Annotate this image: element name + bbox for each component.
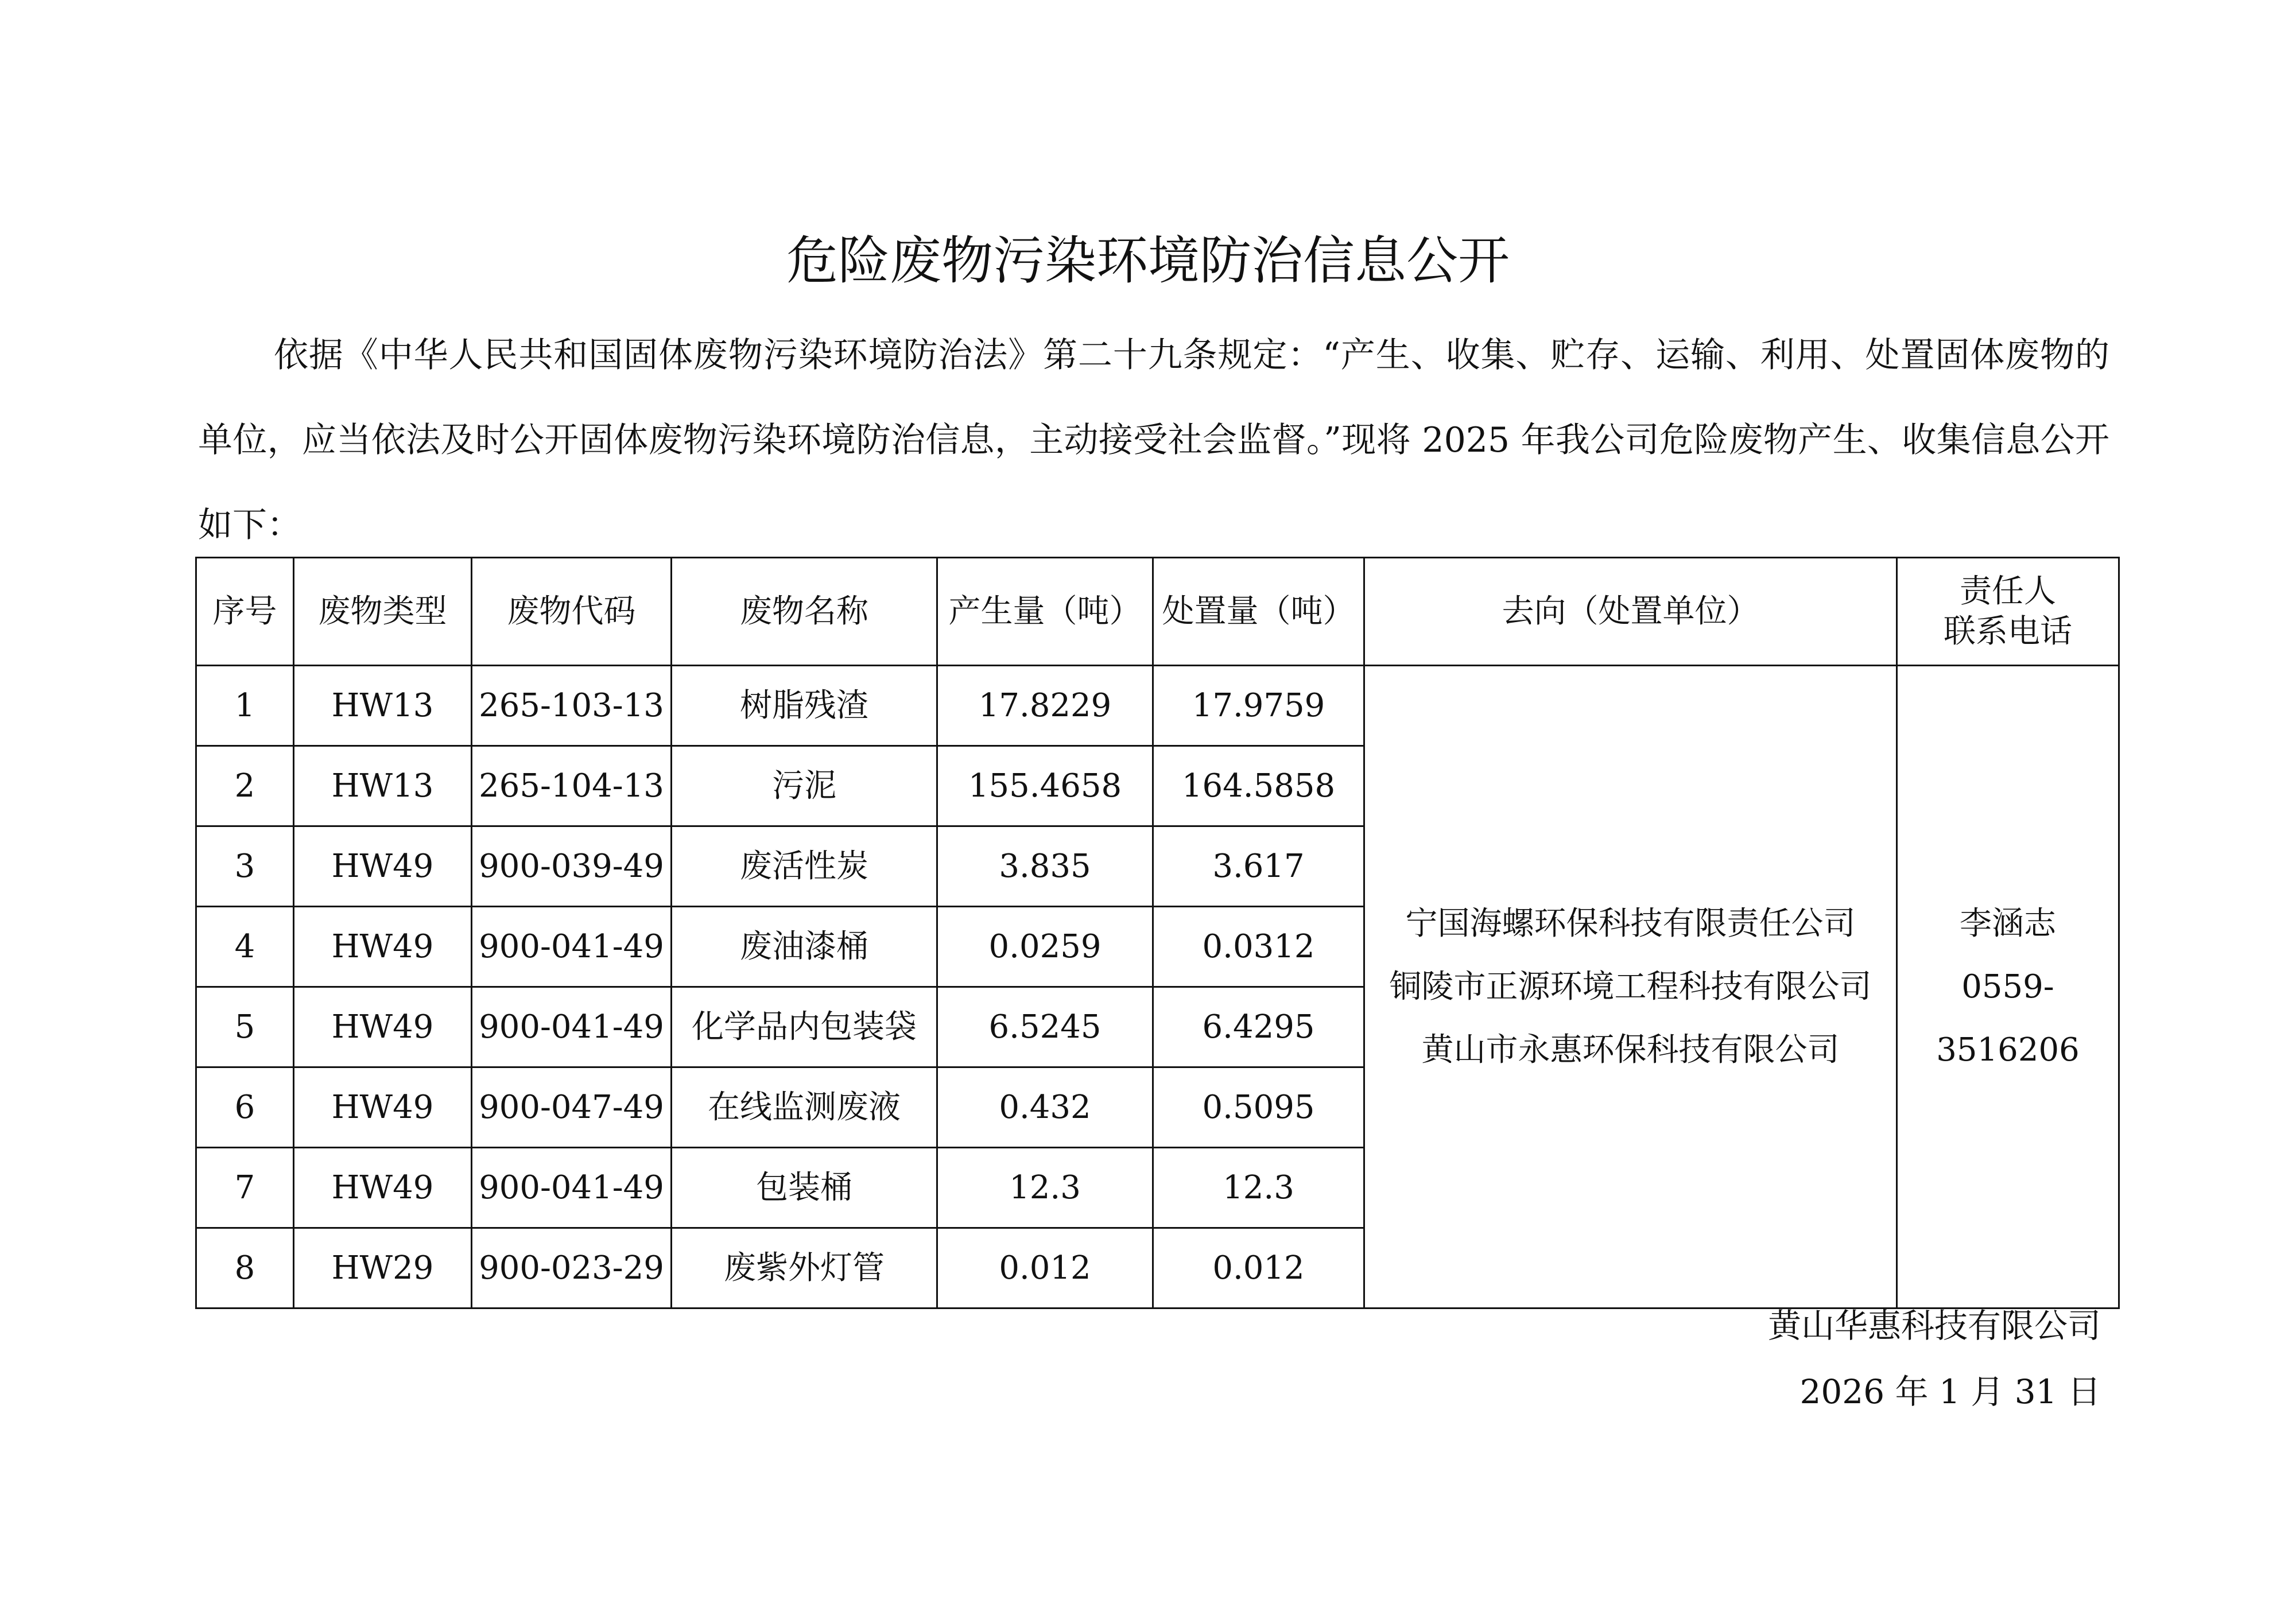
cell-produced: 17.8229 [937,666,1153,746]
cell-produced: 155.4658 [937,746,1153,826]
footer-date: 2026 年 1 月 31 日 [1799,1372,2101,1411]
hazardous-waste-table [195,557,2120,1309]
cell-name: 包装桶 [672,1148,937,1228]
cell-type: HW13 [294,666,472,746]
intro-paragraph: 依据《中华人民共和国固体废物污染环境防治法》第二十九条规定：“产生、收集、贮存、运输、利用、处置固体废物的单位，应当依法及时公开固体废物污染环境防治信息，主动接受社会监督。”现将 2025 年我公司危险废物产生、收集信息公开如下： [198,335,2109,545]
cell-disposed: 0.0312 [1153,907,1364,987]
cell-disposed: 0.012 [1153,1228,1364,1309]
cell-name: 化学品内包装袋 [672,987,937,1067]
cell-disposed: 164.5858 [1153,746,1364,826]
header-destination: 去向（处置单位） [1364,558,1897,666]
header-contact-phone: 联系电话 [1944,612,2072,650]
cell-code: 265-103-13 [472,666,672,746]
cell-seq: 7 [196,1148,294,1228]
header-disposed: 处置量（吨） [1153,558,1364,666]
cell-code: 900-023-29 [472,1228,672,1309]
header-waste-code: 废物代码 [472,558,672,666]
cell-type: HW49 [294,987,472,1067]
footer-company: 黄山华惠科技有限公司 [1767,1306,2101,1345]
cell-produced: 6.5245 [937,987,1153,1067]
cell-seq: 6 [196,1067,294,1148]
header-waste-type: 废物类型 [294,558,472,666]
cell-name: 废活性炭 [672,826,937,907]
cell-disposed: 6.4295 [1153,987,1364,1067]
destination-company-2: 铜陵市正源环境工程科技有限公司 [1389,968,1872,1005]
cell-type: HW49 [294,826,472,907]
document-title: 危险废物污染环境防治信息公开 [786,231,1510,291]
header-contact [1897,558,2119,666]
cell-code: 900-041-49 [472,907,672,987]
cell-seq: 3 [196,826,294,907]
cell-name: 污泥 [672,746,937,826]
cell-seq: 2 [196,746,294,826]
cell-name: 废油漆桶 [672,907,937,987]
cell-produced: 0.0259 [937,907,1153,987]
cell-disposed: 0.5095 [1153,1067,1364,1148]
cell-produced: 0.432 [937,1067,1153,1148]
contact-person: 李涵志 [1960,904,2056,942]
cell-code: 900-039-49 [472,826,672,907]
cell-name: 废紫外灯管 [672,1228,937,1309]
cell-seq: 1 [196,666,294,746]
cell-code: 900-041-49 [472,1148,672,1228]
cell-seq: 4 [196,907,294,987]
header-waste-name: 废物名称 [672,558,937,666]
cell-disposed: 17.9759 [1153,666,1364,746]
cell-type: HW49 [294,1067,472,1148]
cell-seq: 8 [196,1228,294,1309]
cell-type: HW49 [294,1148,472,1228]
cell-code: 900-047-49 [472,1067,672,1148]
cell-code: 900-041-49 [472,987,672,1067]
contact-phone: 0559-3516206 [1936,968,2080,1069]
cell-seq: 5 [196,987,294,1067]
cell-produced: 12.3 [937,1148,1153,1228]
cell-disposed: 12.3 [1153,1148,1364,1228]
cell-type: HW49 [294,907,472,987]
cell-produced: 3.835 [937,826,1153,907]
header-produced: 产生量（吨） [937,558,1153,666]
cell-produced: 0.012 [937,1228,1153,1309]
header-contact-person: 责任人 [1960,572,2056,610]
cell-code: 265-104-13 [472,746,672,826]
cell-contact [1897,666,2119,1309]
cell-type: HW13 [294,746,472,826]
destination-company-1: 宁国海螺环保科技有限责任公司 [1405,904,1856,942]
cell-name: 树脂残渣 [672,666,937,746]
table-row [196,666,2119,746]
cell-disposed: 3.617 [1153,826,1364,907]
cell-destination [1364,666,1897,1309]
destination-company-3: 黄山市永惠环保科技有限公司 [1421,1031,1840,1069]
table-header-row [196,558,2119,666]
cell-name: 在线监测废液 [672,1067,937,1148]
cell-type: HW29 [294,1228,472,1309]
header-seq: 序号 [196,558,294,666]
